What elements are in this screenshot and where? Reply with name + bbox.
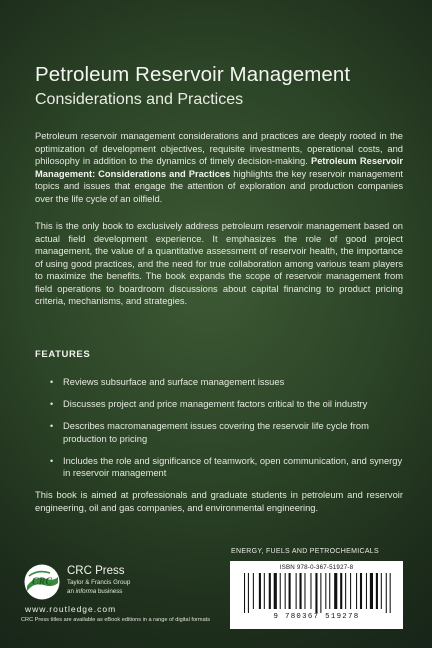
barcode-bar	[381, 573, 382, 609]
feature-item	[50, 455, 403, 480]
features-list	[50, 376, 403, 489]
barcode-bar	[264, 573, 265, 609]
audience-paragraph: This book is aimed at professionals and graduate students in petroleum and reservoir engineering, oil and gas companies, and environmental engineering.	[35, 490, 403, 513]
book-title: Petroleum Reservoir Management	[35, 63, 351, 86]
tagline-suffix: business	[96, 588, 123, 595]
barcode-bar	[376, 573, 378, 609]
publisher-name: CRC Press	[67, 565, 125, 577]
feature-text: Describes macromanagement issues covering the reservoir life cycle from production to pricing	[63, 421, 369, 444]
description-paragraph-2: This is the only book to exclusively address petroleum reservoir management based on actual field development experience. It emphasizes the role of good project management, the value of a quantitative assessment of reservoir health, the importance of using good practices, and the need for true collaboration among various team players to maximize the benefits. The book expands the scope of reservoir management from field operations to boardroom discussions about capital financing to product pricing criteria, mechanisms, and strategies.	[35, 221, 403, 306]
barcode-bar	[320, 573, 321, 613]
crc-logo-icon	[23, 563, 61, 601]
publisher-logo	[23, 563, 213, 623]
crc-logo-text: CRC	[31, 576, 53, 588]
isbn-text: ISBN 978-0-367-51927-8	[279, 564, 354, 571]
tagline-prefix: an	[67, 588, 76, 595]
feature-text: Reviews subsurface and surface management issues	[63, 377, 285, 387]
barcode-bar	[289, 573, 291, 609]
barcode-bar	[360, 573, 362, 609]
description-paragraph-1	[35, 130, 403, 205]
barcode-bar	[304, 573, 305, 609]
barcode-bar	[269, 573, 271, 609]
barcode-bar	[370, 573, 373, 609]
barcode-bar	[315, 573, 317, 613]
barcode-bar	[300, 573, 302, 609]
bullet-icon: •	[50, 377, 54, 387]
barcode-bar	[340, 573, 342, 609]
barcode-bar	[259, 573, 261, 609]
feature-item	[50, 420, 403, 445]
description-tail-text: highlights the key reservoir management topics and issues that engage the attention of exploration and production companies over the life cycle of an oilfield.	[35, 168, 403, 204]
tagline-brand: informa	[75, 588, 97, 595]
barcode-bar	[296, 573, 297, 609]
barcode-bars	[238, 573, 395, 613]
barcode-bar	[248, 573, 249, 613]
barcode-bar	[280, 573, 281, 609]
feature-text: Includes the role and significance of teamwork, open communication, and synergy in reservoir management	[63, 455, 403, 478]
features-heading: FEATURES	[35, 349, 91, 360]
barcode-bar	[285, 573, 286, 609]
barcode-bar	[329, 573, 330, 609]
barcode-bar	[325, 573, 326, 609]
barcode-bar	[366, 573, 367, 609]
description-bold-title: Petroleum Reservoir Management: Considerations and Practices	[35, 156, 403, 179]
feature-item	[50, 376, 403, 389]
barcode-bar	[310, 573, 311, 609]
description-lead-text: Petroleum reservoir management considerations and practices are deeply rooted in the optimization of development objectives, requisite investments, operational costs, and philosophy in addition to the dynamics of timely decision-making.	[35, 131, 403, 166]
barcode-bar	[356, 573, 357, 609]
barcode-bar	[253, 573, 254, 609]
bullet-icon: •	[50, 455, 54, 466]
barcode-bar	[390, 573, 391, 613]
feature-text: Discusses project and price management factors critical to the oil industry	[63, 399, 368, 409]
feature-item	[50, 398, 403, 411]
barcode-bar	[244, 573, 245, 613]
barcode-bar	[350, 573, 351, 609]
barcode-bar	[274, 573, 277, 609]
barcode-bar	[334, 573, 337, 609]
ebook-note: CRC Press titles are available as eBook editions in a range of digital formats	[21, 617, 211, 623]
isbn-barcode-box	[230, 561, 403, 629]
book-subtitle: Considerations and Practices	[35, 91, 244, 108]
barcode-bar	[386, 573, 387, 613]
subject-category: ENERGY, FUELS AND PETROCHEMICALS	[231, 548, 379, 555]
bullet-icon: •	[50, 421, 54, 431]
publisher-tagline	[67, 588, 122, 595]
publisher-group: Taylor & Francis Group	[67, 579, 131, 586]
barcode-digits: 9 780367 519278	[273, 613, 360, 621]
bullet-icon: •	[50, 399, 54, 409]
barcode-bar	[345, 573, 346, 609]
publisher-website: www.routledge.com	[25, 604, 117, 614]
